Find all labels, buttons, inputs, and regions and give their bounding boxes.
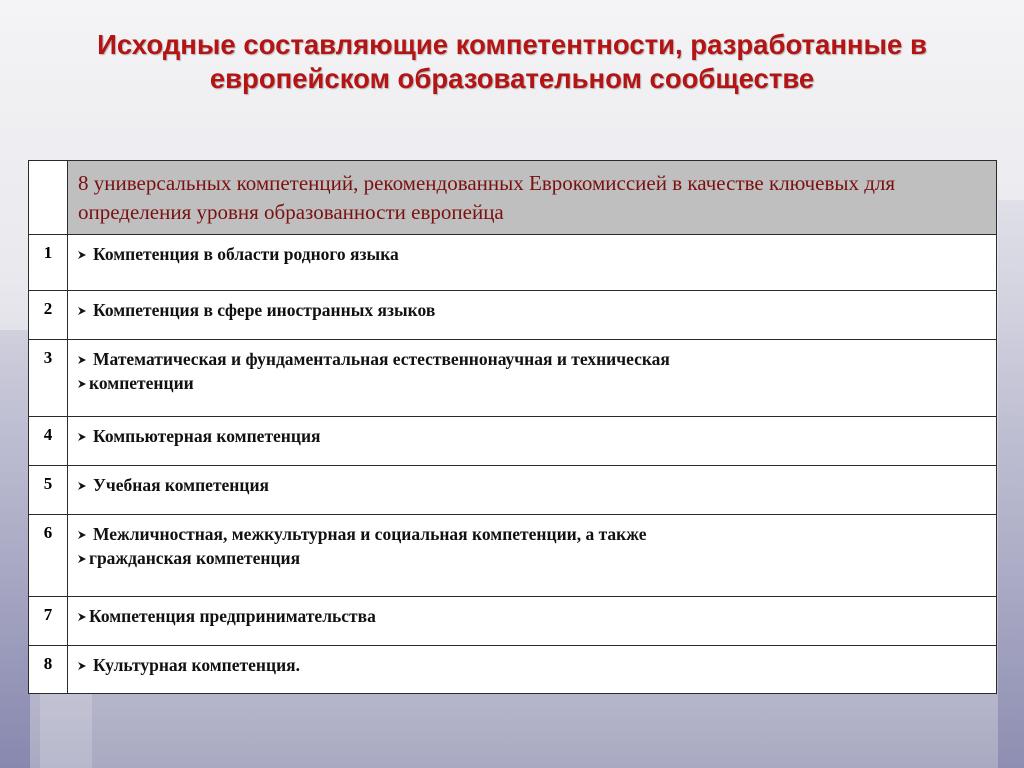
row-line: Компетенция в сфере иностранных языков xyxy=(68,291,996,322)
row-number: 4 xyxy=(29,417,68,466)
row-content xyxy=(68,291,997,340)
arrowhead-bullet-icon xyxy=(77,481,87,491)
table-row xyxy=(29,417,997,466)
row-line: Культурная компетенция. xyxy=(68,646,996,677)
table-row xyxy=(29,235,997,291)
background-decor-right xyxy=(998,200,1024,768)
row-line: Компетенция в области родного языка xyxy=(68,235,996,266)
row-line: Учебная компетенция xyxy=(68,466,996,497)
row-line: гражданская компетенция xyxy=(68,546,996,570)
table-row xyxy=(29,340,997,417)
row-line: Математическая и фундаментальная естественнонаучная и техническая xyxy=(68,340,996,371)
arrowhead-bullet-icon xyxy=(77,306,87,316)
header-cell xyxy=(68,161,997,235)
row-number: 1 xyxy=(29,235,68,291)
arrowhead-bullet-icon xyxy=(77,355,87,365)
table-row xyxy=(29,291,997,340)
arrowhead-bullet-icon xyxy=(77,432,87,442)
arrowhead-bullet-icon xyxy=(77,530,87,540)
table-row xyxy=(29,646,997,694)
row-content xyxy=(68,466,997,515)
row-content xyxy=(68,340,997,417)
row-number: 7 xyxy=(29,597,68,646)
row-line: Межличностная, межкультурная и социальная компетенции, а также xyxy=(68,515,996,546)
row-number: 2 xyxy=(29,291,68,340)
arrowhead-bullet-icon xyxy=(77,379,87,389)
row-line: компетенции xyxy=(68,371,996,395)
row-number: 8 xyxy=(29,646,68,694)
row-content xyxy=(68,515,997,597)
arrowhead-bullet-icon xyxy=(77,612,87,622)
table-row xyxy=(29,597,997,646)
arrowhead-bullet-icon xyxy=(77,661,87,671)
row-content xyxy=(68,597,997,646)
header-text: 8 универсальных компетенций, рекомендованных Еврокомиссией в качестве ключевых для определения уровня образованности европейца xyxy=(78,171,896,224)
table-header-row xyxy=(29,161,997,235)
row-number: 6 xyxy=(29,515,68,597)
arrowhead-bullet-icon xyxy=(77,554,87,564)
row-number: 5 xyxy=(29,466,68,515)
table-row xyxy=(29,466,997,515)
row-content xyxy=(68,235,997,291)
table-row xyxy=(29,515,997,597)
arrowhead-bullet-icon xyxy=(77,250,87,260)
row-content xyxy=(68,417,997,466)
competencies-table xyxy=(28,160,997,694)
row-line: Компьютерная компетенция xyxy=(68,417,996,448)
header-empty-cell xyxy=(29,161,68,235)
slide-title: Исходные составляющие компетентности, разработанные в европейском образовательном сообществе xyxy=(97,29,927,94)
row-content xyxy=(68,646,997,694)
row-number: 3 xyxy=(29,340,68,417)
background-decor-left xyxy=(0,330,30,768)
row-line: Компетенция предпринимательства xyxy=(68,597,996,628)
